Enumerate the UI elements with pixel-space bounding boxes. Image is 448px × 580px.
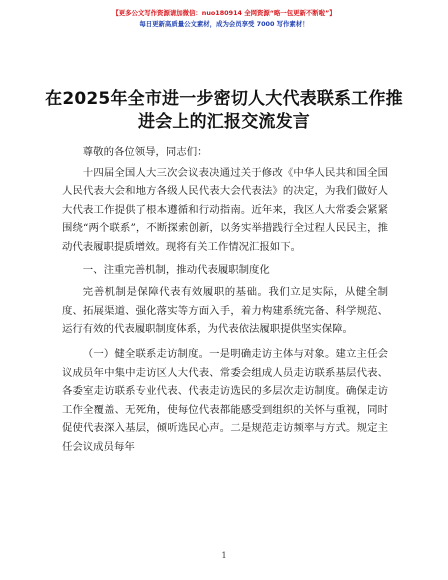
header-promo-banner [0,8,448,30]
salutation: 尊敬的各位领导，同志们： [82,146,208,158]
section-1-paragraph: 完善机制是保障代表有效履职的基础。我们立足实际，从健全制度、拓展渠道、强化落实等方面入手，着力构建系统完备、科学规范、运行有效的代表履职制度体系，为代表依法履职提供坚实保障。 [62,286,388,336]
section-heading-1: 一、注重完善机制，推动代表履职制度化 [82,263,270,276]
promo-line-wechat: 【更多公文写作资源请加微信：nuo180914 全网资源“略一包更新不断啦”】 [112,9,336,17]
intro-paragraph: 十四届全国人大三次会议表决通过关于修改《中华人民共和国全国人民代表大会和地方各级人民代表大会代表法》的决定，为我们做好人大代表工作提供了根本遵循和行动指南。近年来，我区人大常委会紧紧围绕“两个联系”，不断探索创新，以务实举措践行全过程人民民主，推动代表履职提质增效。现将有关工作情况汇报如下。 [62,166,388,253]
subsection-1-paragraph: （一）健全联系走访制度。一是明确走访主体与对象。建立主任会议成员年中集中走访区人大代表、常委会组成人员走访联系基层代表、各委室走访联系专业代表、代表走访选民的多层次走访制度。确保走访工作全覆盖、无死角，使每位代表都能感受到组织的关怀与重视，同时促使代表深入基层，倾听选民心声。二是规范走访频率与方式。规定主任会议成员每年 [62,347,388,453]
promo-line-membership: 每日更新高质量公文素材，成为会员享受 7000 写作素材！ [139,20,309,28]
page-number: 1 [221,551,227,560]
document-body [62,143,388,457]
document-title: 在2025年全市进一步密切人大代表联系工作推进会上的汇报交流发言 [45,89,403,132]
